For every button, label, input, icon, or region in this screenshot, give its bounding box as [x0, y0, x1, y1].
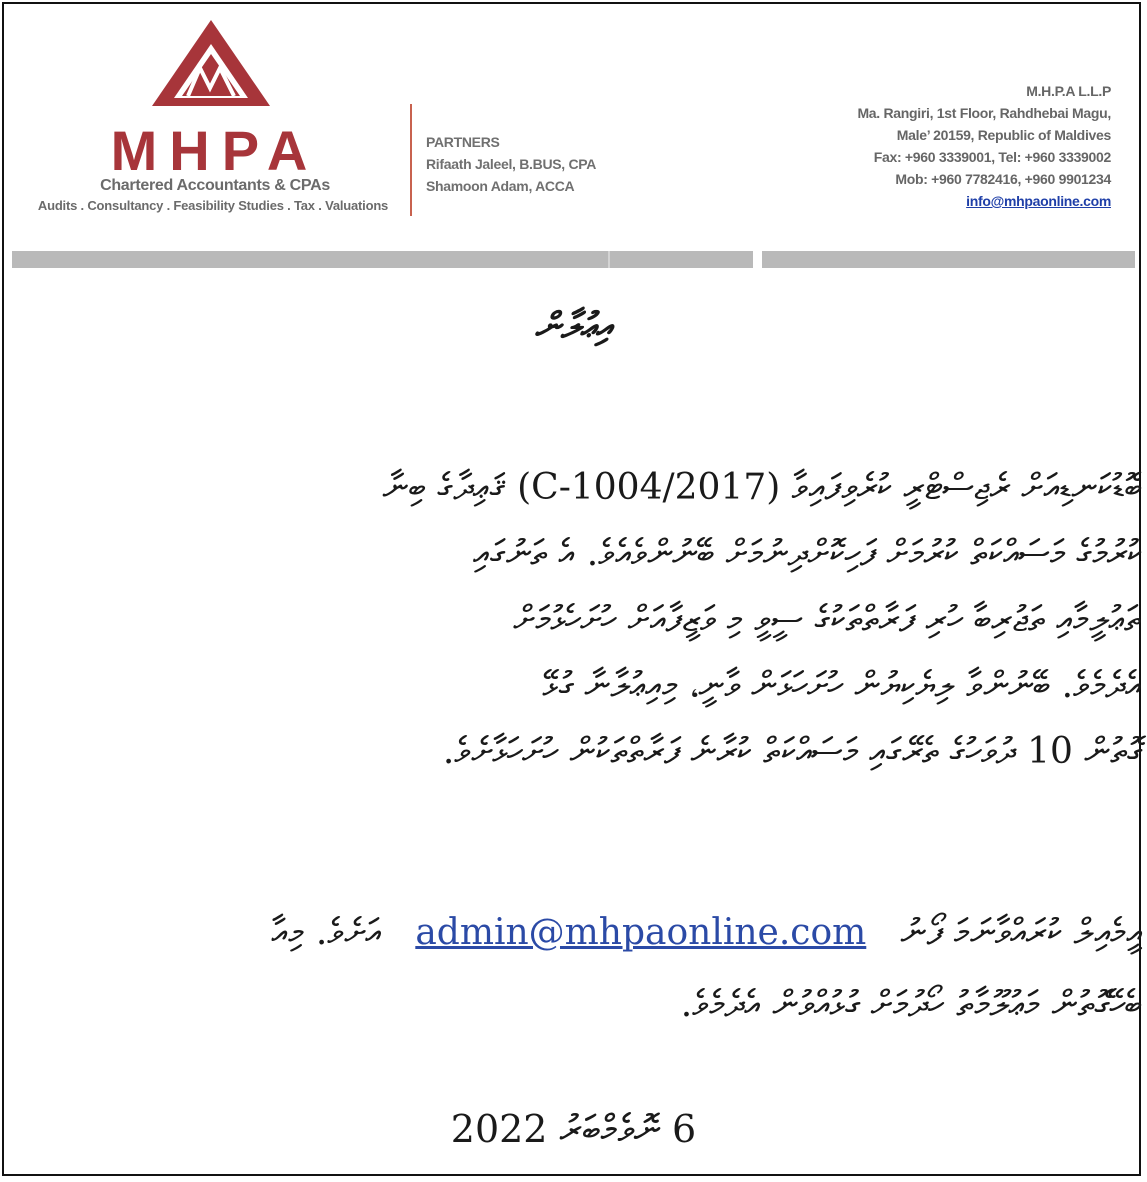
- header-rule: [762, 251, 1135, 268]
- closing-line: ބެހޭގޮތުން މަޢުލޫމާތު ހޯދުމަށް ގުޅުއްވުން އެދެމެވެ.: [680, 984, 1142, 1025]
- header-email-link[interactable]: info@mhpaonline.com: [966, 193, 1111, 209]
- notice-body: [60, 455, 1142, 785]
- contact-email-link[interactable]: admin@mhpaonline.com: [415, 912, 867, 953]
- firm-services: Audits . Consultancy . Feasibility Studies . Tax . Valuations: [37, 198, 389, 213]
- partners-block: [426, 131, 596, 197]
- partner-name: Shamoon Adam, ACCA: [426, 178, 575, 194]
- contact-paragraph: [60, 897, 1142, 1041]
- fax-tel: Fax: +960 3339001, Tel: +960 3339002: [873, 149, 1111, 165]
- header-rule-tick: [608, 251, 610, 268]
- body-line: ބޮޑުކަނޑިއަށް ރެޖިސްޓްރީ ކުރެވިފައިވާ (C-1004/2017) ޤަޢިދާގެ ބިނާ: [382, 467, 1142, 508]
- header-divider: [410, 104, 412, 216]
- address-line: Ma. Rangiri, 1st Floor, Rahdhebai Magu,: [857, 105, 1111, 121]
- mhpa-wordmark: [78, 122, 353, 180]
- body-line: އެދެމެވެ. ބޭނުންވާ ލިޔެކިޔުން ހުށަހަޅަން ވާނީ، މިއިޢުލާނާ ގުޅޭ: [542, 665, 1142, 706]
- contact-prefix: އީމެއިލް ކުރައްވާނަމަ ފޯނު: [900, 912, 1142, 953]
- body-line: ކުރުމުގެ މަސައްކަތް ކުރުމަށް ފަހިކޮށްދިނުމަށް ބޭނުންވެއެވެ. އެ ތަނުގައި: [473, 533, 1142, 574]
- mobile-numbers: Mob: +960 7782416, +960 9901234: [895, 171, 1111, 187]
- firm-name: M.H.P.A L.L.P: [1026, 83, 1111, 99]
- address-line: Male’ 20159, Republic of Maldives: [896, 127, 1111, 143]
- mhpa-wordmark-text: MHPA: [110, 122, 320, 180]
- address-block: [857, 80, 1111, 212]
- firm-tagline: Chartered Accountants & CPAs: [100, 177, 330, 194]
- body-line: ގޮތުން 10 ދުވަހުގެ ތެރޭގައި މަސައްކަތް ކުރާނެ ފަރާތްތަކުން ހުށަހަޅާށެވެ.: [442, 731, 1142, 772]
- contact-suffix: އަށެވެ. މިއާ: [271, 912, 381, 953]
- partners-heading: PARTNERS: [426, 134, 500, 150]
- body-line: ތަޢުލީމާއި ތަޖުރިބާ ހުރި ފަރާތްތަކުގެ ސީވީ މި ވަޒީފާއަށް ހުށަހެޅުމަށް: [513, 599, 1142, 640]
- contact-line: [60, 897, 1142, 969]
- notice-date: 6 ނޮވެމްބަރު 2022: [450, 1107, 697, 1151]
- partner-name: Rifaath Jaleel, B.BUS, CPA: [426, 156, 597, 172]
- notice-title: އިޢުލާން: [534, 305, 613, 347]
- mhpa-logo-icon: [150, 18, 272, 108]
- header-rule: [12, 251, 753, 268]
